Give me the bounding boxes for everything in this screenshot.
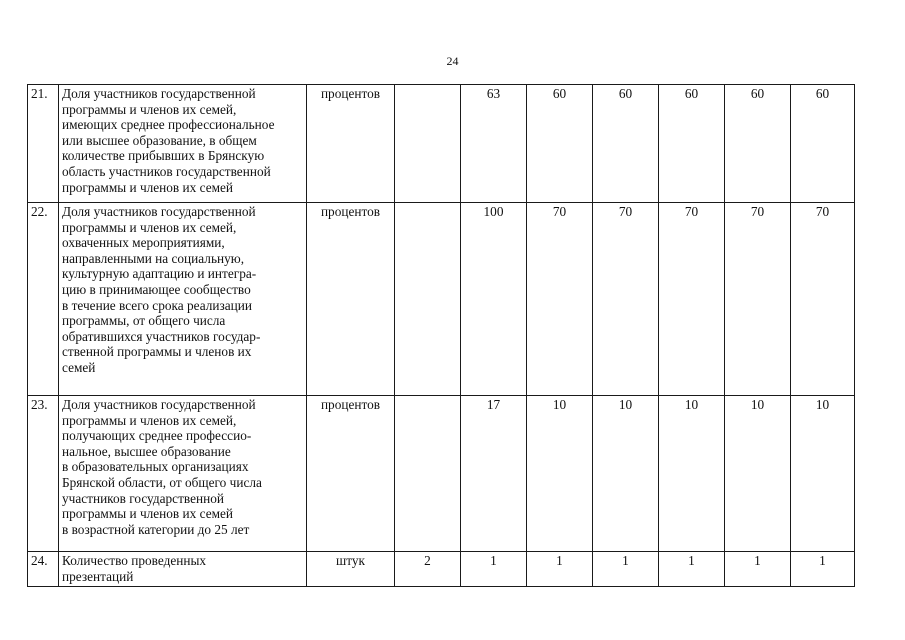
indicator-name-line: Количество проведенных <box>62 553 207 568</box>
value-cell: 63 <box>461 85 527 203</box>
value-cell: 60 <box>527 85 593 203</box>
table-row <box>28 552 855 587</box>
indicator-name-line: презентаций <box>62 568 134 584</box>
indicator-name <box>59 396 307 552</box>
indicator-name-line: программы и членов их семей, <box>62 412 237 428</box>
value-cell <box>395 203 461 396</box>
indicator-name-line: обратившихся участников государ- <box>62 328 261 344</box>
value-cell: 10 <box>593 396 659 552</box>
indicator-name-line: область участников государственной <box>62 163 271 179</box>
page-number: 24 <box>446 54 459 68</box>
indicator-name-line: ственной программы и членов их <box>62 344 252 360</box>
row-number: 22. <box>28 203 59 396</box>
table-row <box>28 85 855 203</box>
indicator-name-line: Доля участников государственной <box>62 397 256 412</box>
value-cell: 10 <box>725 396 791 552</box>
indicator-name-line: программы, от общего числа <box>62 313 226 329</box>
value-cell: 70 <box>659 203 725 396</box>
value-cell: 60 <box>725 85 791 203</box>
value-cell <box>395 85 461 203</box>
indicator-name-line: имеющих среднее профессиональное <box>62 117 275 133</box>
value-cell: 60 <box>593 85 659 203</box>
indicators-table <box>27 84 855 587</box>
indicator-name-line: охваченных мероприятиями, <box>62 235 225 251</box>
indicator-name-line: программы и членов их семей, <box>62 101 237 117</box>
value-cell: 10 <box>791 396 855 552</box>
value-cell: 10 <box>659 396 725 552</box>
indicator-name-line: Доля участников государственной <box>62 204 256 219</box>
indicator-name-line: программы и членов их семей <box>62 506 234 522</box>
value-cell: 10 <box>527 396 593 552</box>
indicator-name-line: семей <box>62 359 96 375</box>
indicator-name-line: цию в принимающее сообщество <box>62 281 251 297</box>
indicator-name-line: Брянской области, от общего числа <box>62 474 262 490</box>
value-cell: 70 <box>527 203 593 396</box>
value-cell: 70 <box>593 203 659 396</box>
indicator-name-line: в возрастной категории до 25 лет <box>62 521 250 537</box>
indicator-name-line: культурную адаптацию и интегра- <box>62 266 257 282</box>
value-cell: 70 <box>725 203 791 396</box>
indicator-name-line: программы и членов их семей <box>62 179 234 195</box>
table-row <box>28 396 855 552</box>
indicator-name-line: участников государственной <box>62 490 224 506</box>
indicator-name-line: нальное, высшее образование <box>62 443 231 459</box>
value-cell: 60 <box>791 85 855 203</box>
value-cell: 1 <box>527 552 593 587</box>
indicator-name-line: направленными на социальную, <box>62 250 245 266</box>
row-number: 24. <box>28 552 59 587</box>
value-cell: 100 <box>461 203 527 396</box>
indicator-name-line: в течение всего срока реализации <box>62 297 252 313</box>
indicator-name <box>59 203 307 396</box>
indicator-name-line: или высшее образование, в общем <box>62 132 257 148</box>
row-number: 23. <box>28 396 59 552</box>
value-cell: 2 <box>395 552 461 587</box>
value-cell: 17 <box>461 396 527 552</box>
indicator-name <box>59 85 307 203</box>
indicator-name-line: Доля участников государственной <box>62 86 256 101</box>
value-cell: 1 <box>461 552 527 587</box>
indicator-name-line: программы и членов их семей, <box>62 219 237 235</box>
indicator-name <box>59 552 307 587</box>
value-cell: 1 <box>725 552 791 587</box>
value-cell: 60 <box>659 85 725 203</box>
indicator-name-line: количестве прибывших в Брянскую <box>62 148 265 164</box>
unit-cell: процентов <box>307 396 395 552</box>
value-cell: 1 <box>791 552 855 587</box>
value-cell <box>395 396 461 552</box>
indicator-name-line: в образовательных организациях <box>62 459 249 475</box>
unit-cell: штук <box>307 552 395 587</box>
table-row <box>28 203 855 396</box>
indicator-name-line: получающих среднее профессио- <box>62 428 252 444</box>
row-number: 21. <box>28 85 59 203</box>
value-cell: 1 <box>659 552 725 587</box>
unit-cell: процентов <box>307 203 395 396</box>
value-cell: 1 <box>593 552 659 587</box>
value-cell: 70 <box>791 203 855 396</box>
unit-cell: процентов <box>307 85 395 203</box>
